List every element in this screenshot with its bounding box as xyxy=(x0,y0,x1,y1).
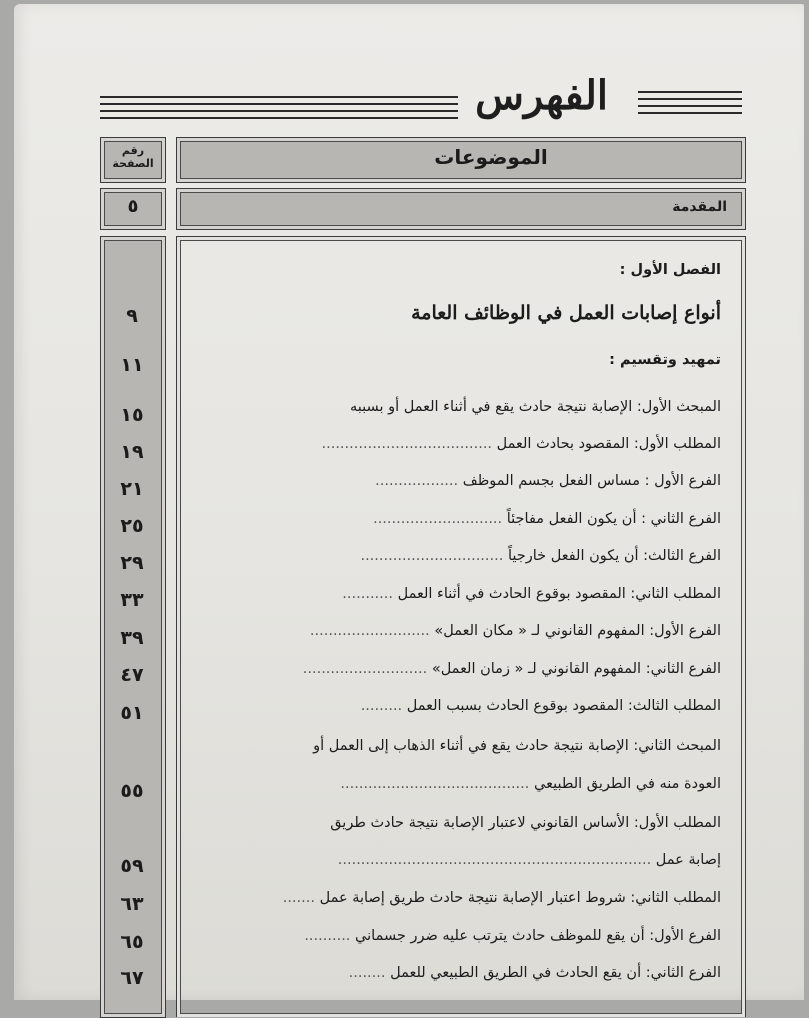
toc-page-number: ٥٩ xyxy=(120,855,144,877)
toc-entry: المبحث الأول: الإصابة نتيجة حادث يقع في أثناء العمل أو بسببه xyxy=(350,399,721,415)
title-rule-left xyxy=(100,96,458,120)
toc-page-number: ٦٣ xyxy=(120,893,144,915)
toc-page-number: ٣٩ xyxy=(120,627,144,649)
toc-entry: المطلب الثاني: شروط اعتبار الإصابة نتيجة حادث طريق إصابة عمل ....... xyxy=(282,890,721,906)
toc-entry: الفرع الثالث: أن يكون الفعل خارجياً ............................... xyxy=(360,548,721,564)
toc-entry: الفرع الثاني: المفهوم القانوني لـ « زمان العمل» ........................... xyxy=(302,661,721,677)
toc-entry: المطلب الأول: المقصود بحادث العمل ..................................... xyxy=(321,436,721,452)
toc-page-number: ٥١ xyxy=(120,702,144,724)
toc-entry: المطلب الثاني: المقصود بوقوع الحادث في أثناء العمل ........... xyxy=(342,586,721,602)
toc-entry: الفرع الثاني: أن يقع الحادث في الطريق الطبيعي للعمل ........ xyxy=(348,965,721,981)
toc-page-number: ١١ xyxy=(120,354,144,376)
toc-page-number: ٢١ xyxy=(120,478,144,500)
toc-page-number: ١٥ xyxy=(120,404,144,426)
toc-page-number: ٢٩ xyxy=(120,552,144,574)
page-number-header-label: رقم الصفحة xyxy=(112,144,154,170)
toc-entry: العودة منه في الطريق الطبيعي ......................................... xyxy=(340,776,721,792)
topics-header xyxy=(176,137,746,183)
intro-page-number: ٥ xyxy=(127,196,139,217)
index-title: الفهرس xyxy=(475,72,608,119)
toc-entry: الفرع الأول : مساس الفعل بجسم الموظف .................. xyxy=(375,473,721,489)
toc-entry: الفرع الأول: المفهوم القانوني لـ « مكان العمل» .......................... xyxy=(309,623,721,639)
toc-page-number: ٢٥ xyxy=(120,515,144,537)
toc-page-number: ٦٥ xyxy=(120,931,144,953)
toc-entry: إصابة عمل .................................................................... xyxy=(337,852,721,868)
toc-page-number: ٦٧ xyxy=(120,967,144,989)
toc-page-number: ٣٣ xyxy=(120,589,144,611)
title-rule-right xyxy=(638,91,742,115)
toc-entry: أنواع إصابات العمل في الوظائف العامة xyxy=(411,302,721,324)
page-number-header xyxy=(100,137,166,183)
topics-header-label: الموضوعات xyxy=(434,145,548,169)
toc-entry: المبحث الثاني: الإصابة نتيجة حادث يقع في أثناء الذهاب إلى العمل أو xyxy=(313,738,721,754)
intro-row xyxy=(176,188,746,230)
toc-entry: تمهيد وتقسيم : xyxy=(609,352,721,368)
toc-page-number: ٤٧ xyxy=(120,664,144,686)
toc-entry: الفرع الثاني : أن يكون الفعل مفاجئاً ............................ xyxy=(373,511,721,527)
toc-page-number: ١٩ xyxy=(120,441,144,463)
toc-entry: الفرع الأول: أن يقع للموظف حادث يترتب عليه ضرر جسماني .......... xyxy=(304,928,721,944)
toc-entry: الفصل الأول : xyxy=(619,262,721,278)
intro-label: المقدمة xyxy=(672,199,727,215)
toc-entry: المطلب الثالث: المقصود بوقوع الحادث بسبب العمل ......... xyxy=(360,698,721,714)
toc-entry: المطلب الأول: الأساس القانوني لاعتبار الإصابة نتيجة حادث طريق xyxy=(330,815,721,831)
toc-page-number: ٥٥ xyxy=(120,780,144,802)
toc-page-number: ٩ xyxy=(126,305,138,327)
intro-page-box xyxy=(100,188,166,230)
